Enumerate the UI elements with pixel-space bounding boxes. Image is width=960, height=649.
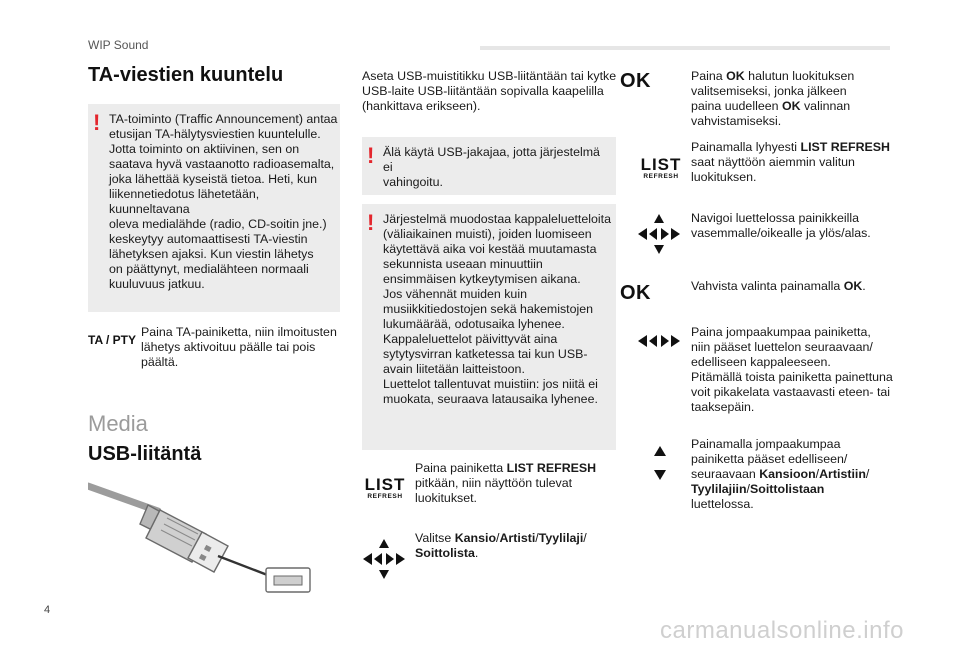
ok-button-icon: OK: [620, 282, 651, 304]
usb-connector-illustration: [88, 476, 318, 596]
exclamation-icon: !: [367, 143, 375, 168]
usb-hub-warning-text: Älä käytä USB-jakajaa, jotta järjestelmä ei vahingoitu.: [383, 145, 600, 189]
ta-heading: TA-viestien kuuntelu: [88, 64, 284, 86]
header-divider: [480, 46, 890, 50]
exclamation-icon: !: [93, 110, 101, 135]
list-icon-label: LIST: [640, 155, 682, 174]
prev-next-folder-text: Painamalla jompaakumpaa painiketta pääset edelliseen/ seuraavaan Kansioon/Artistiin/ Tyylilajiin/Soittolistaan luettelossa.: [691, 437, 870, 511]
watermark: carmanualsonline.info: [660, 617, 904, 644]
list-refresh-short-text: Painamalla lyhyesti LIST REFRESH saat näyttöön aiemmin valitun luokituksen.: [691, 140, 891, 184]
up-down-arrows-icon: [654, 446, 666, 480]
four-way-arrows-icon: [638, 214, 680, 254]
usb-heading: USB-liitäntä: [88, 443, 202, 465]
refresh-icon-label: REFRESH: [643, 173, 679, 180]
ok-select-text: Paina OK halutun luokituksen valitsemiseksi, jonka jälkeen paina uudelleen OK valinnan vahvistamiseksi.: [691, 69, 855, 128]
list-refresh-icon: [638, 156, 684, 181]
list-icon-label: LIST: [364, 475, 406, 494]
left-right-arrows-icon: [638, 334, 680, 348]
media-heading: Media: [88, 411, 148, 436]
confirm-selection-text: Vahvista valinta painamalla OK.: [691, 279, 866, 293]
list-refresh-icon: [362, 476, 408, 501]
ta-pty-button-icon: TA / PTY: [88, 333, 136, 347]
refresh-icon-label: REFRESH: [367, 493, 403, 500]
list-refresh-long-text: Paina painiketta LIST REFRESH pitkään, niin näyttöön tulevat luokitukset.: [415, 461, 597, 505]
section-header: WIP Sound: [88, 38, 149, 52]
page-number: 4: [44, 604, 51, 616]
ta-note-text: TA-toiminto (Traffic Announcement) antaa etusijan TA-hälytysviestien kuuntelulle. Jotta toiminto on aktiivinen, sen on saatava hyvä vastaanotto radioasemalta, joka lähettää kyseistä tietoa. Heti, kun liikennetiedotus lähetetään, kuunneltavana oleva medialähde (radio, CD-soitin jne.) keskeytyy automaattisesti TA-viestin lähetyksen ajaksi. Kun viestin lähetys on päättynyt, medialähteen normaali kuuluvuus jatkuu.: [109, 112, 338, 291]
prev-next-track-text: Paina jompaakumpaa painiketta, niin pääset luettelon seuraavaan/ edelliseen kappaleeseen. Pitämällä toista painiketta painettuna voit pikakelata vastaavasti eteen- tai taaksepäin.: [691, 325, 893, 414]
navigate-list-text: Navigoi luettelossa painikkeilla vasemmalle/oikealle ja ylös/alas.: [691, 211, 871, 240]
four-way-arrows-icon: [363, 539, 405, 579]
playlist-info-text: Järjestelmä muodostaa kappaleluetteloita (väliaikainen muisti), joiden luomiseen käytettävä aika voi kestää muutamasta sekunnista useaan minuuttiin ensimmäisen kytkeytymisen aikana. Jos vähennät muiden kuin musiikkitiedostojen sekä hakemistojen lukumäärää, odotusaika lyhenee. Kappaleluettelot päivittyvät aina sytytysvirran katketessa tai kun USB- avain liitetään laitteistoon. Luettelot tallentuvat muistiin: jos niitä ei muokata, seuraava latausaika lyhenee.: [383, 212, 611, 406]
exclamation-icon: !: [367, 210, 375, 235]
select-category-text: Valitse Kansio/Artisti/Tyylilaji/ Soittolista.: [415, 531, 587, 560]
ok-button-icon: OK: [620, 70, 651, 92]
ta-pty-text: Paina TA-painiketta, niin ilmoitusten lähetys aktivoituu päälle tai pois päältä.: [141, 325, 337, 369]
usb-intro-text: Aseta USB-muistitikku USB-liitäntään tai kytke USB-laite USB-liitäntään sopivalla kaapelilla (hankittava erikseen).: [362, 69, 617, 113]
